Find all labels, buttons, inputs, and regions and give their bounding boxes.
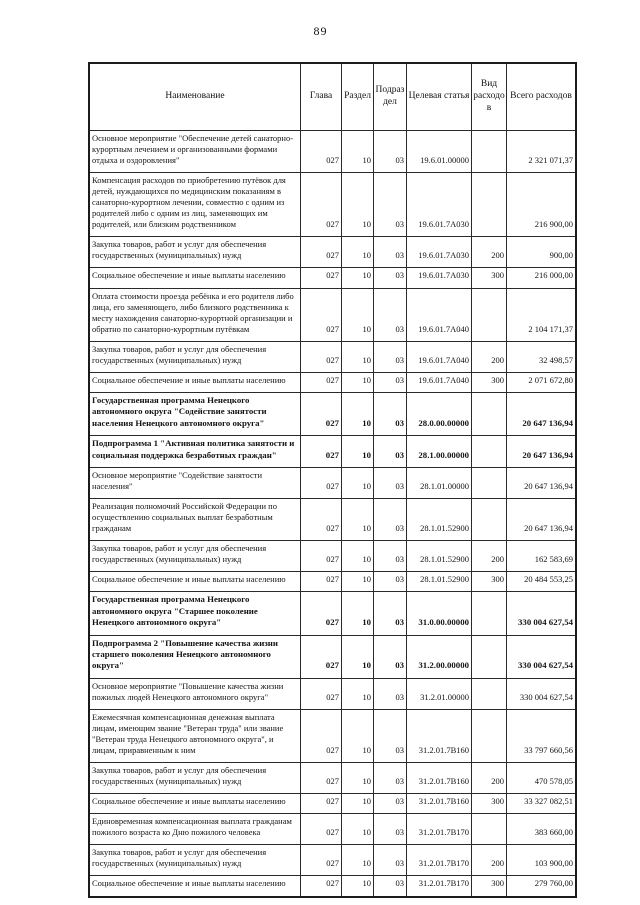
page-number: 89 <box>313 24 328 38</box>
cell-name: Основное мероприятие "Повышение качества жизни пожилых людей Ненецкого автономного округа" <box>89 678 301 709</box>
cell-target: 31.2.01.7В160 <box>407 709 472 762</box>
cell-podrazdel: 03 <box>374 814 407 845</box>
cell-razdel: 10 <box>342 763 374 794</box>
cell-vid <box>472 709 507 762</box>
cell-target: 19.6.01.7А030 <box>407 268 472 288</box>
cell-podrazdel: 03 <box>374 678 407 709</box>
cell-target: 19.6.01.7А040 <box>407 288 472 341</box>
cell-razdel: 10 <box>342 541 374 572</box>
table-row <box>89 814 576 845</box>
cell-razdel: 10 <box>342 436 374 468</box>
table-row <box>89 845 576 876</box>
cell-razdel: 10 <box>342 709 374 762</box>
cell-target: 28.1.01.52900 <box>407 541 472 572</box>
cell-total: 216 000,00 <box>507 268 577 288</box>
cell-target: 28.1.01.52900 <box>407 499 472 541</box>
table-row <box>89 288 576 341</box>
cell-name: Социальное обеспечение и иные выплаты населению <box>89 794 301 814</box>
cell-razdel: 10 <box>342 814 374 845</box>
cell-name: Закупка товаров, работ и услуг для обеспечения государственных (муниципальных) нужд <box>89 541 301 572</box>
cell-total: 330 004 627,54 <box>507 635 577 678</box>
table-row <box>89 572 576 592</box>
table-row <box>89 635 576 678</box>
table-row <box>89 794 576 814</box>
cell-razdel: 10 <box>342 592 374 635</box>
cell-name: Социальное обеспечение и иные выплаты населению <box>89 572 301 592</box>
cell-podrazdel: 03 <box>374 288 407 341</box>
cell-name: Единовременная компенсационная выплата гражданам пожилого возраста ко Дню пожилого человека <box>89 814 301 845</box>
cell-razdel: 10 <box>342 635 374 678</box>
cell-total: 32 498,57 <box>507 341 577 372</box>
table-row <box>89 173 576 237</box>
table-row <box>89 499 576 541</box>
table-row <box>89 131 576 173</box>
cell-total: 330 004 627,54 <box>507 678 577 709</box>
cell-podrazdel: 03 <box>374 499 407 541</box>
cell-vid <box>472 173 507 237</box>
cell-name: Подпрограмма 1 "Активная политика занятости и социальная поддержка безработных граждан" <box>89 436 301 468</box>
cell-name: Основное мероприятие "Содействие занятости населения" <box>89 467 301 498</box>
cell-name: Оплата стоимости проезда ребёнка и его родителя либо лица, его заменяющего, либо близкого родственника к месту нахождения санаторно-курортной организации и обратно по санаторно-курортным путёвкам <box>89 288 301 341</box>
cell-total: 900,00 <box>507 237 577 268</box>
cell-podrazdel: 03 <box>374 467 407 498</box>
cell-razdel: 10 <box>342 678 374 709</box>
cell-target: 28.0.00.00000 <box>407 392 472 435</box>
cell-glava: 027 <box>301 572 342 592</box>
cell-vid: 300 <box>472 268 507 288</box>
cell-vid: 200 <box>472 237 507 268</box>
cell-vid: 200 <box>472 763 507 794</box>
cell-podrazdel: 03 <box>374 173 407 237</box>
cell-name: Государственная программа Ненецкого автономного округа "Содействие занятости населения Ненецкого автономного округа" <box>89 392 301 435</box>
cell-target: 19.6.01.7А040 <box>407 372 472 392</box>
table-header <box>89 63 576 131</box>
cell-podrazdel: 03 <box>374 763 407 794</box>
cell-razdel: 10 <box>342 372 374 392</box>
cell-vid: 300 <box>472 794 507 814</box>
cell-glava: 027 <box>301 794 342 814</box>
header-glava: Глава <box>301 63 342 131</box>
cell-podrazdel: 03 <box>374 572 407 592</box>
cell-glava: 027 <box>301 845 342 876</box>
cell-podrazdel: 03 <box>374 436 407 468</box>
cell-vid: 200 <box>472 541 507 572</box>
cell-total: 216 900,00 <box>507 173 577 237</box>
cell-glava: 027 <box>301 341 342 372</box>
cell-target: 31.2.01.7В160 <box>407 794 472 814</box>
cell-vid <box>472 131 507 173</box>
cell-podrazdel: 03 <box>374 131 407 173</box>
cell-vid: 300 <box>472 572 507 592</box>
cell-vid <box>472 592 507 635</box>
cell-total: 20 647 136,94 <box>507 436 577 468</box>
cell-glava: 027 <box>301 237 342 268</box>
cell-total: 279 760,00 <box>507 876 577 897</box>
cell-glava: 027 <box>301 372 342 392</box>
cell-target: 19.6.01.00000 <box>407 131 472 173</box>
cell-name: Социальное обеспечение и иные выплаты населению <box>89 268 301 288</box>
cell-total: 162 583,69 <box>507 541 577 572</box>
cell-total: 20 647 136,94 <box>507 467 577 498</box>
cell-name: Реализация полномочий Российской Федерации по осуществлению социальных выплат безработным гражданам <box>89 499 301 541</box>
cell-total: 330 004 627,54 <box>507 592 577 635</box>
cell-razdel: 10 <box>342 237 374 268</box>
cell-razdel: 10 <box>342 794 374 814</box>
cell-glava: 027 <box>301 268 342 288</box>
cell-glava: 027 <box>301 635 342 678</box>
cell-podrazdel: 03 <box>374 541 407 572</box>
cell-name: Закупка товаров, работ и услуг для обеспечения государственных (муниципальных) нужд <box>89 845 301 876</box>
cell-total: 103 900,00 <box>507 845 577 876</box>
cell-razdel: 10 <box>342 173 374 237</box>
table-row <box>89 876 576 897</box>
cell-name: Закупка товаров, работ и услуг для обеспечения государственных (муниципальных) нужд <box>89 237 301 268</box>
header-name: Наименование <box>89 63 301 131</box>
cell-razdel: 10 <box>342 341 374 372</box>
cell-name: Социальное обеспечение и иные выплаты населению <box>89 372 301 392</box>
cell-name: Ежемесячная компенсационная денежная выплата лицам, имеющим звание "Ветеран труда" или звание "Ветеран труда Ненецкого автономного округа", и лицам, приравненным к ним <box>89 709 301 762</box>
cell-glava: 027 <box>301 541 342 572</box>
cell-podrazdel: 03 <box>374 372 407 392</box>
cell-total: 470 578,05 <box>507 763 577 794</box>
table-row <box>89 237 576 268</box>
cell-vid <box>472 499 507 541</box>
cell-razdel: 10 <box>342 467 374 498</box>
cell-razdel: 10 <box>342 845 374 876</box>
cell-vid: 200 <box>472 341 507 372</box>
cell-podrazdel: 03 <box>374 876 407 897</box>
cell-target: 31.2.01.7В160 <box>407 763 472 794</box>
cell-razdel: 10 <box>342 268 374 288</box>
cell-glava: 027 <box>301 814 342 845</box>
cell-glava: 027 <box>301 131 342 173</box>
table-row <box>89 268 576 288</box>
cell-target: 28.1.01.52900 <box>407 572 472 592</box>
cell-glava: 027 <box>301 436 342 468</box>
cell-target: 31.2.00.00000 <box>407 635 472 678</box>
cell-glava: 027 <box>301 288 342 341</box>
cell-glava: 027 <box>301 592 342 635</box>
table-row <box>89 467 576 498</box>
header-expense-type: Вид расходов <box>472 63 507 131</box>
cell-vid: 300 <box>472 876 507 897</box>
cell-total: 33 797 660,56 <box>507 709 577 762</box>
cell-vid <box>472 814 507 845</box>
cell-razdel: 10 <box>342 572 374 592</box>
cell-target: 31.0.00.00000 <box>407 592 472 635</box>
cell-target: 19.6.01.7А030 <box>407 173 472 237</box>
cell-total: 20 647 136,94 <box>507 499 577 541</box>
cell-vid: 300 <box>472 372 507 392</box>
cell-podrazdel: 03 <box>374 635 407 678</box>
cell-vid: 200 <box>472 845 507 876</box>
cell-target: 31.2.01.7В170 <box>407 876 472 897</box>
cell-target: 19.6.01.7А030 <box>407 237 472 268</box>
header-razdel: Раздел <box>342 63 374 131</box>
table-row <box>89 392 576 435</box>
cell-podrazdel: 03 <box>374 709 407 762</box>
table-row <box>89 372 576 392</box>
cell-vid <box>472 392 507 435</box>
cell-name: Закупка товаров, работ и услуг для обеспечения государственных (муниципальных) нужд <box>89 763 301 794</box>
table-row <box>89 592 576 635</box>
cell-razdel: 10 <box>342 131 374 173</box>
cell-name: Компенсация расходов по приобретению путёвок для детей, нуждающихся по медицинским показаниям в санаторно-курортном лечении, совместно с одним из родителей либо с одним из лиц, заменяющих им родителей, или близким родственником <box>89 173 301 237</box>
table-row <box>89 541 576 572</box>
cell-glava: 027 <box>301 763 342 794</box>
cell-vid <box>472 288 507 341</box>
cell-glava: 027 <box>301 876 342 897</box>
cell-target: 31.2.01.00000 <box>407 678 472 709</box>
cell-name: Основное мероприятие "Обеспечение детей санаторно-курортным лечением и организованными формами отдыха и оздоровления" <box>89 131 301 173</box>
cell-glava: 027 <box>301 678 342 709</box>
cell-total: 383 660,00 <box>507 814 577 845</box>
cell-total: 2 104 171,37 <box>507 288 577 341</box>
cell-glava: 027 <box>301 467 342 498</box>
cell-glava: 027 <box>301 709 342 762</box>
cell-razdel: 10 <box>342 288 374 341</box>
table-row <box>89 678 576 709</box>
cell-glava: 027 <box>301 392 342 435</box>
table-row <box>89 763 576 794</box>
cell-vid <box>472 635 507 678</box>
cell-podrazdel: 03 <box>374 794 407 814</box>
cell-total: 33 327 082,51 <box>507 794 577 814</box>
cell-total: 2 321 071,37 <box>507 131 577 173</box>
cell-vid <box>472 467 507 498</box>
cell-razdel: 10 <box>342 392 374 435</box>
cell-total: 2 071 672,80 <box>507 372 577 392</box>
cell-podrazdel: 03 <box>374 392 407 435</box>
cell-podrazdel: 03 <box>374 237 407 268</box>
cell-total: 20 647 136,94 <box>507 392 577 435</box>
cell-target: 19.6.01.7А040 <box>407 341 472 372</box>
cell-total: 20 484 553,25 <box>507 572 577 592</box>
cell-name: Государственная программа Ненецкого автономного округа "Старшее поколение Ненецкого автономного округа" <box>89 592 301 635</box>
cell-podrazdel: 03 <box>374 592 407 635</box>
table-row <box>89 436 576 468</box>
cell-target: 31.2.01.7В170 <box>407 845 472 876</box>
cell-name: Подпрограмма 2 "Повышение качества жизни старшего поколения Ненецкого автономного округа" <box>89 635 301 678</box>
cell-target: 28.1.00.00000 <box>407 436 472 468</box>
budget-table <box>88 62 577 898</box>
table-row <box>89 341 576 372</box>
header-total-expenses: Всего расходов <box>507 63 577 131</box>
cell-target: 28.1.01.00000 <box>407 467 472 498</box>
cell-podrazdel: 03 <box>374 268 407 288</box>
table-body <box>89 131 576 897</box>
cell-razdel: 10 <box>342 499 374 541</box>
cell-vid <box>472 436 507 468</box>
header-row <box>89 63 576 131</box>
cell-target: 31.2.01.7В170 <box>407 814 472 845</box>
cell-podrazdel: 03 <box>374 845 407 876</box>
cell-glava: 027 <box>301 173 342 237</box>
cell-name: Закупка товаров, работ и услуг для обеспечения государственных (муниципальных) нужд <box>89 341 301 372</box>
header-podrazdel: Подраздел <box>374 63 407 131</box>
cell-name: Социальное обеспечение и иные выплаты населению <box>89 876 301 897</box>
cell-podrazdel: 03 <box>374 341 407 372</box>
cell-razdel: 10 <box>342 876 374 897</box>
table-row <box>89 709 576 762</box>
header-target-article: Целевая статья <box>407 63 472 131</box>
cell-vid <box>472 678 507 709</box>
cell-glava: 027 <box>301 499 342 541</box>
